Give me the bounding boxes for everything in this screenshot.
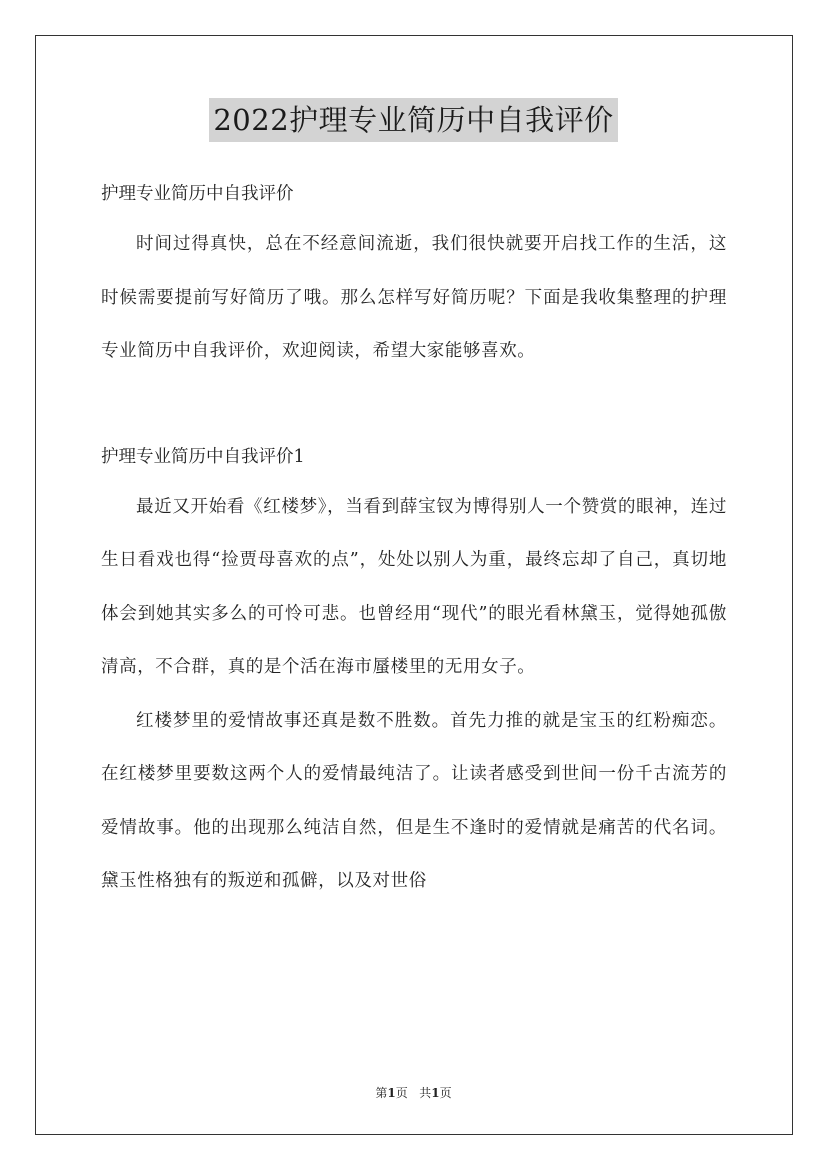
section-spacer xyxy=(101,379,727,433)
footer-page-label: 页 xyxy=(395,1086,408,1100)
title-container xyxy=(0,98,827,142)
section-heading: 护理专业简历中自我评价1 xyxy=(101,446,305,467)
document-title: 2022护理专业简历中自我评价 xyxy=(209,98,617,142)
footer-total-prefix: 共 xyxy=(419,1086,432,1100)
footer-page-number: 1 xyxy=(387,1086,396,1100)
page-footer xyxy=(0,1084,827,1101)
footer-total-pages: 1 xyxy=(431,1086,440,1100)
footer-page-prefix: 第 xyxy=(375,1086,388,1100)
document-body xyxy=(101,170,727,909)
intro-paragraph: 时间过得真快，总在不经意间流逝，我们很快就要开启找工作的生活，这时候需要提前写好简历了哦。那么怎样写好简历呢？下面是我收集整理的护理专业简历中自我评价，欢迎阅读，希望大家能够喜欢。 xyxy=(101,234,727,361)
body-paragraph-1: 最近又开始看《红楼梦》，当看到薛宝钗为博得别人一个赞赏的眼神，连过生日看戏也得“捡贾母喜欢的点”，处处以别人为重，最终忘却了自己，真切地体会到她其实多么的可怜可悲。也曾经用“现代”的眼光看林黛玉，觉得她孤傲清高，不合群，真的是个活在海市蜃楼里的无用女子。 xyxy=(101,496,727,677)
footer-total-label: 页 xyxy=(439,1086,452,1100)
body-paragraph-2: 红楼梦里的爱情故事还真是数不胜数。首先力推的就是宝玉的红粉痴恋。在红楼梦里要数这两个人的爱情最纯洁了。让读者感受到世间一份千古流芳的爱情故事。他的出现那么纯洁自然，但是生不逢时的爱情就是痛苦的代名词。黛玉性格独有的叛逆和孤僻，以及对世俗 xyxy=(101,710,727,891)
document-subtitle: 护理专业简历中自我评价 xyxy=(101,184,294,204)
